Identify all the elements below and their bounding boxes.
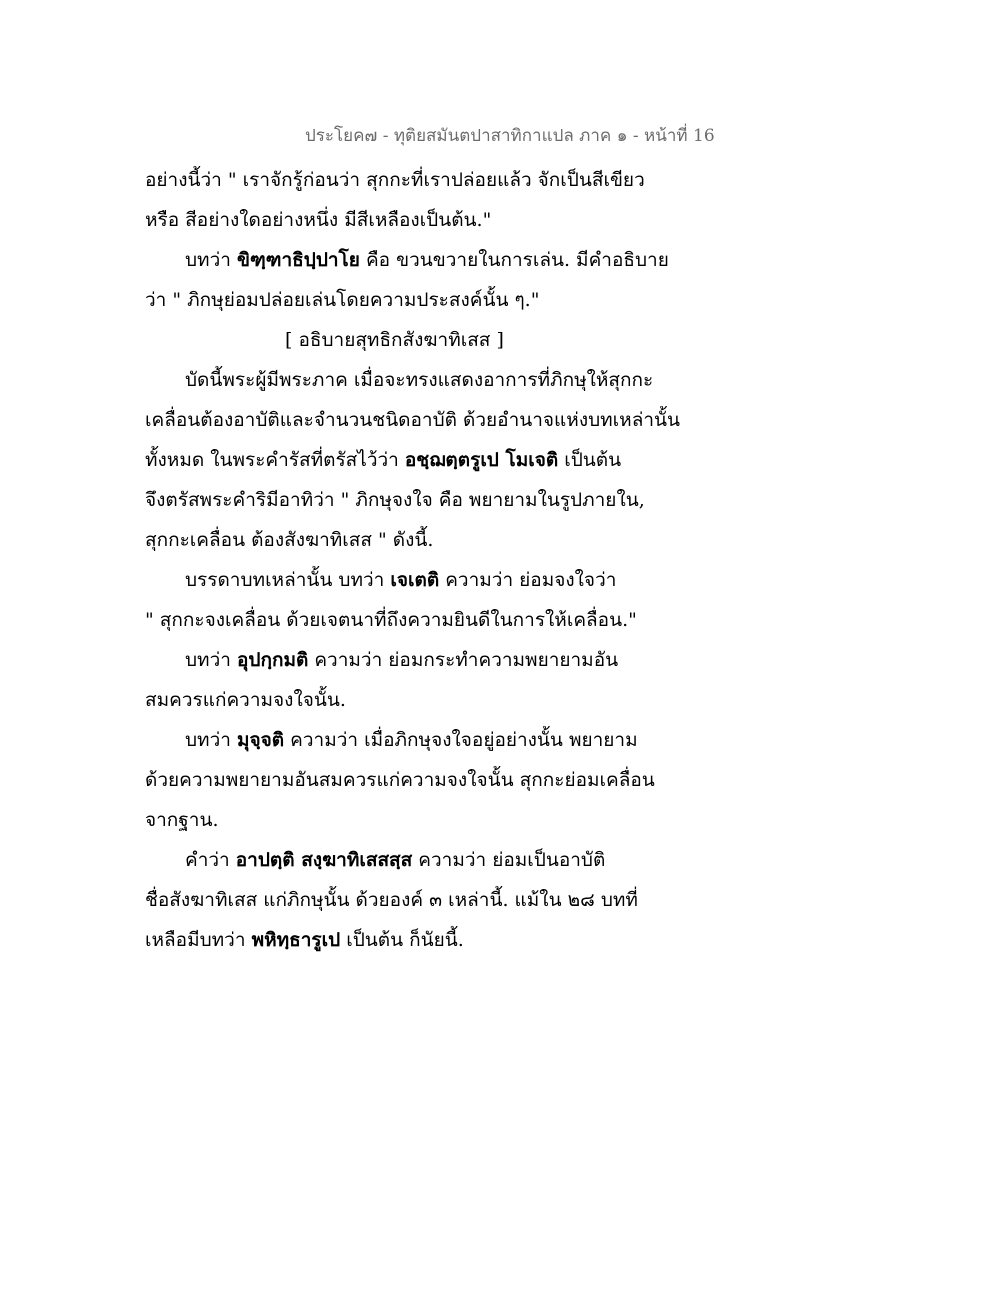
text-run: บทว่า [185,729,237,751]
page-body [145,160,705,960]
running-header: ประโยค๗ - ทุติยสมันตปาสาทิกาแปล ภาค ๑ - หน้าที่ 16 [305,126,715,146]
text-line [145,640,705,680]
text-run: จึงตรัสพระคำริมีอาทิว่า " ภิกษุจงใจ คือ พยายามในรูปภายใน, [145,489,645,511]
text-run: หรือ สีอย่างใดอย่างหนึ่ง มีสีเหลืองเป็นต้น." [145,209,492,231]
text-run: อย่างนี้ว่า " เราจักรู้ก่อนว่า สุกกะที่เราปล่อยแล้ว จักเป็นสีเขียว [145,169,645,191]
text-run: ความว่า ย่อมเป็นอาบัติ [412,849,606,871]
text-run: เหลือมีบทว่า [145,929,252,951]
text-line [145,520,705,560]
text-run: บัดนี้พระผู้มีพระภาค เมื่อจะทรงแสดงอาการที่ภิกษุให้สุกกะ [185,369,654,391]
text-run: เป็นต้น [558,449,622,471]
text-line [145,720,705,760]
pali-term: อชฺฌตฺตรูเป โมเจติ [404,449,559,471]
text-line [145,240,705,280]
text-run: บทว่า [185,249,237,271]
text-run: ทั้งหมด ในพระคำรัสที่ตรัสไว้ว่า [145,449,405,471]
pali-term: มุจฺจติ [236,729,285,751]
text-run: ว่า " ภิกษุย่อมปล่อยเล่นโดยความประสงค์นั้น ๆ." [145,289,540,311]
text-run: เคลื่อนต้องอาบัติและจำนวนชนิดอาบัติ ด้วยอำนาจแห่งบทเหล่านั้น [145,409,680,431]
pali-term: อุปกฺกมติ [236,649,309,671]
text-line [145,280,705,320]
pali-term: พหิทฺธารูเป [251,929,341,951]
text-run: " สุกกะจงเคลื่อน ด้วยเจตนาที่ถึงความยินดีในการให้เคลื่อน." [145,609,637,631]
pali-term: เจเตติ [390,569,440,591]
pali-term: ขิฑฺฑาธิปฺปาโย [236,249,360,271]
text-run: คือ ขวนขวายในการเล่น. มีคำอธิบาย [359,249,669,271]
text-line [145,560,705,600]
text-run: บรรดาบทเหล่านั้น บทว่า [185,569,391,591]
text-line [145,400,705,440]
text-run: คำว่า [185,849,236,871]
pali-term: อาปตฺติ สงฺฆาทิเสสสฺส [235,849,413,871]
text-run: บทว่า [185,649,237,671]
text-line [145,760,705,800]
text-run: ความว่า ย่อมกระทำความพยายามอัน [308,649,619,671]
text-line [145,920,705,960]
text-run: ความว่า เมื่อภิกษุจงใจอยู่อย่างนั้น พยายาม [284,729,638,751]
text-run: ความว่า ย่อมจงใจว่า [439,569,617,591]
section-heading [145,320,705,360]
text-line [145,160,705,200]
text-line [145,480,705,520]
text-run: สมควรแก่ความจงใจนั้น. [145,689,346,711]
text-line [145,680,705,720]
text-run: ด้วยความพยายามอันสมควรแก่ความจงใจนั้น สุกกะย่อมเคลื่อน [145,769,655,791]
text-line [145,880,705,920]
text-line [145,800,705,840]
text-run: เป็นต้น ก็นัยนี้. [340,929,464,951]
text-run: จากฐาน. [145,809,219,831]
text-line [145,360,705,400]
text-run: ชื่อสังฆาทิเสส แก่ภิกษุนั้น ด้วยองค์ ๓ เหล่านี้. แม้ใน ๒๘ บทที่ [145,889,638,911]
text-line [145,440,705,480]
text-run: สุกกะเคลื่อน ต้องสังฆาทิเสส " ดังนี้. [145,529,434,551]
text-line [145,840,705,880]
text-line [145,600,705,640]
text-line [145,200,705,240]
text-run: [ อธิบายสุทธิกสังฆาทิเสส ] [285,329,504,351]
